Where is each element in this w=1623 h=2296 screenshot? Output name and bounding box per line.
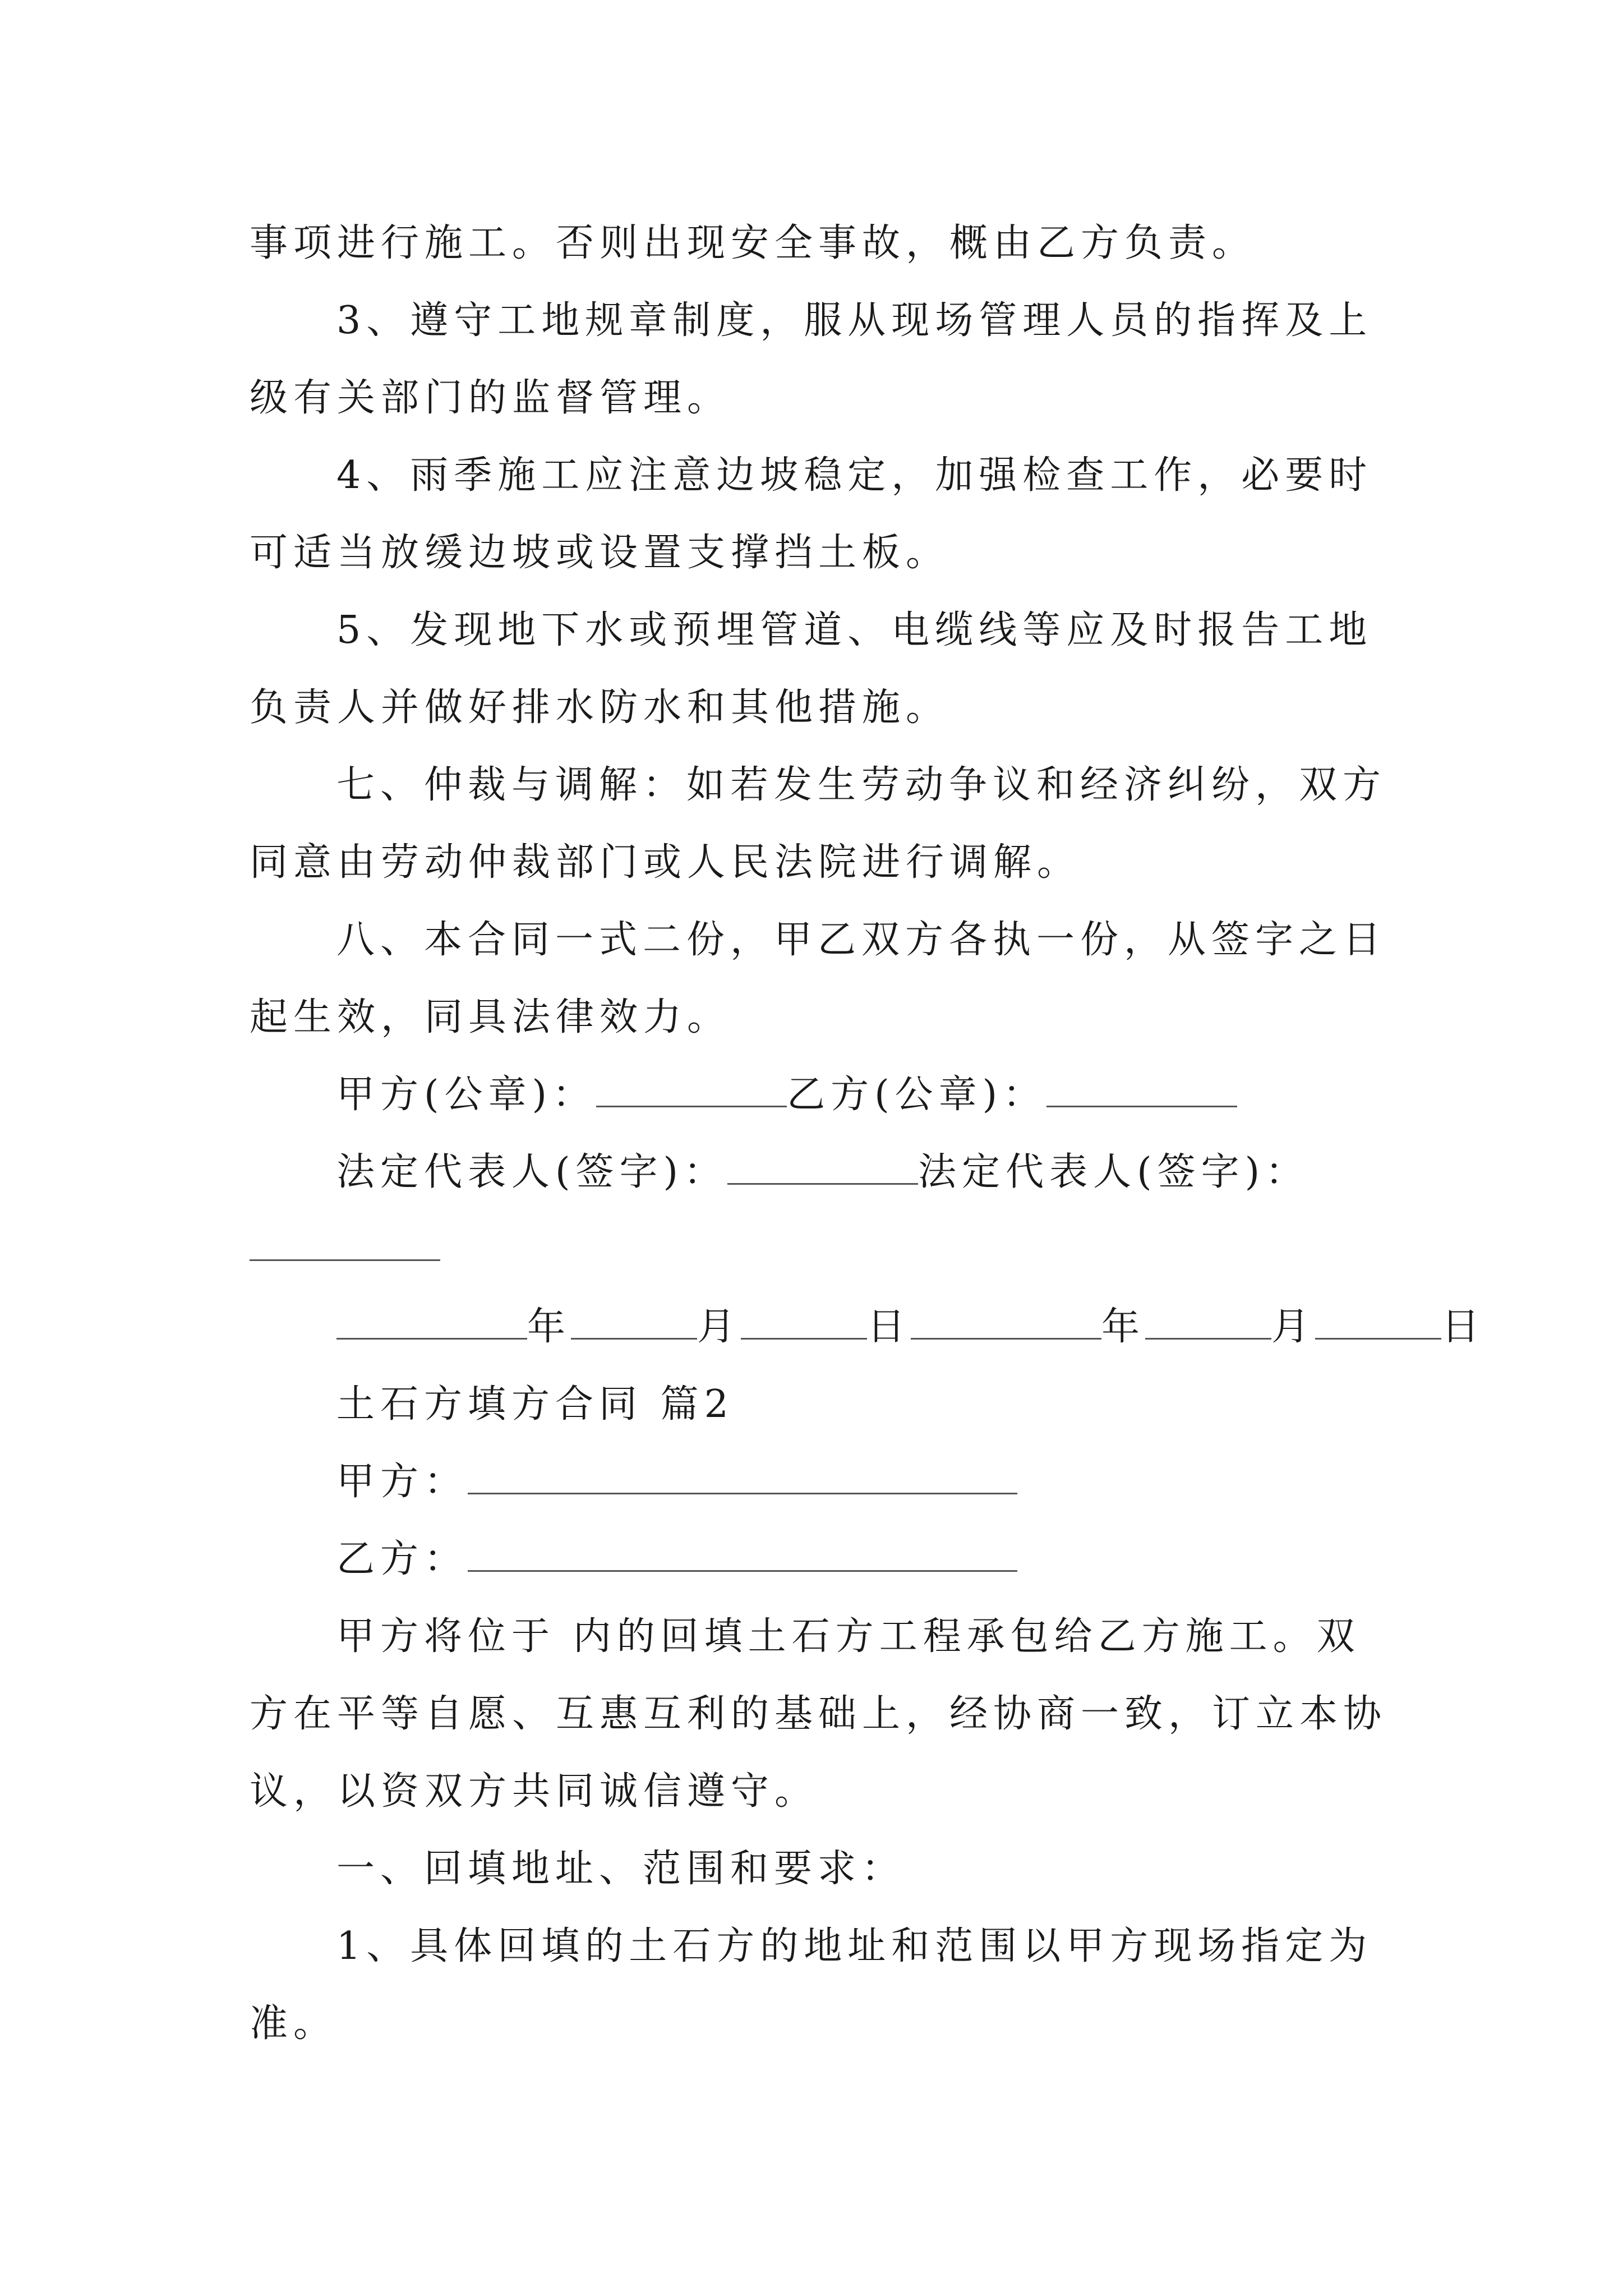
year-label-a: 年 bbox=[527, 1305, 571, 1349]
party-b-blank[interactable] bbox=[468, 1538, 1017, 1572]
party-a-label: 甲方： bbox=[336, 1460, 468, 1504]
legal-rep-a-label: 法定代表人(签字)： bbox=[336, 1150, 728, 1194]
date-line bbox=[336, 1305, 1485, 1350]
party-b-label: 乙方： bbox=[336, 1537, 468, 1581]
day-blank-b[interactable] bbox=[1315, 1305, 1441, 1340]
month-blank-a[interactable] bbox=[571, 1305, 697, 1340]
paragraph-line: 准。 bbox=[250, 2001, 338, 2046]
party-b-line bbox=[336, 1537, 1017, 1582]
day-label-b: 日 bbox=[1441, 1305, 1486, 1349]
paragraph-line: 级有关部门的监督管理。 bbox=[250, 376, 731, 420]
party-b-seal-label: 乙方(公章)： bbox=[787, 1073, 1047, 1117]
party-b-seal-blank[interactable] bbox=[1046, 1073, 1237, 1107]
month-label-a: 月 bbox=[697, 1305, 741, 1349]
paragraph-line: 同意由劳动仲裁部门或人民法院进行调解。 bbox=[250, 840, 1081, 885]
paragraph-line: 负责人并做好排水防水和其他措施。 bbox=[250, 685, 950, 730]
paragraph-line: 议，以资双方共同诚信遵守。 bbox=[250, 1769, 819, 1814]
paragraph-line: 3、遵守工地规章制度，服从现场管理人员的指挥及上 bbox=[336, 298, 1373, 343]
paragraph-line: 1、具体回填的土石方的地址和范围以甲方现场指定为 bbox=[336, 1924, 1373, 1968]
party-a-seal-blank[interactable] bbox=[596, 1073, 787, 1107]
day-label-a: 日 bbox=[867, 1305, 911, 1349]
paragraph-line: 起生效，同具法律效力。 bbox=[250, 995, 731, 1039]
year-blank-b[interactable] bbox=[911, 1305, 1101, 1340]
party-a-seal-label: 甲方(公章)： bbox=[336, 1073, 597, 1117]
month-label-b: 月 bbox=[1271, 1305, 1316, 1349]
party-a-line bbox=[336, 1460, 1017, 1504]
day-blank-a[interactable] bbox=[741, 1305, 867, 1340]
paragraph-line: 4、雨季施工应注意边坡稳定，加强检查工作，必要时 bbox=[336, 453, 1373, 498]
month-blank-b[interactable] bbox=[1145, 1305, 1271, 1340]
party-a-blank[interactable] bbox=[468, 1460, 1017, 1494]
paragraph-line: 可适当放缓边坡或设置支撑挡土板。 bbox=[250, 531, 950, 575]
paragraph-line: 事项进行施工。否则出现安全事故，概由乙方负责。 bbox=[250, 221, 1256, 265]
legal-rep-b-label: 法定代表人(签字)： bbox=[918, 1150, 1310, 1194]
paragraph-line: 八、本合同一式二份，甲乙双方各执一份，从签字之日 bbox=[336, 918, 1387, 962]
section-title: 土石方填方合同 篇2 bbox=[336, 1382, 734, 1427]
legal-rep-a-blank[interactable] bbox=[727, 1151, 918, 1185]
year-blank-a[interactable] bbox=[336, 1305, 527, 1340]
year-label-b: 年 bbox=[1101, 1305, 1146, 1349]
seal-line bbox=[336, 1073, 1237, 1117]
paragraph-line: 方在平等自愿、互惠互利的基础上，经协商一致，订立本协 bbox=[250, 1692, 1387, 1736]
paragraph-line: 七、仲裁与调解：如若发生劳动争议和经济纠纷，双方 bbox=[336, 763, 1387, 807]
paragraph-line: 甲方将位于 内的回填土石方工程承包给乙方施工。双 bbox=[336, 1614, 1361, 1659]
legal-rep-b-blank[interactable] bbox=[250, 1259, 440, 1261]
paragraph-line: 一、回填地址、范围和要求： bbox=[336, 1847, 906, 1891]
paragraph-line: 5、发现地下水或预埋管道、电缆线等应及时报告工地 bbox=[336, 608, 1373, 652]
legal-rep-line bbox=[336, 1150, 1309, 1195]
